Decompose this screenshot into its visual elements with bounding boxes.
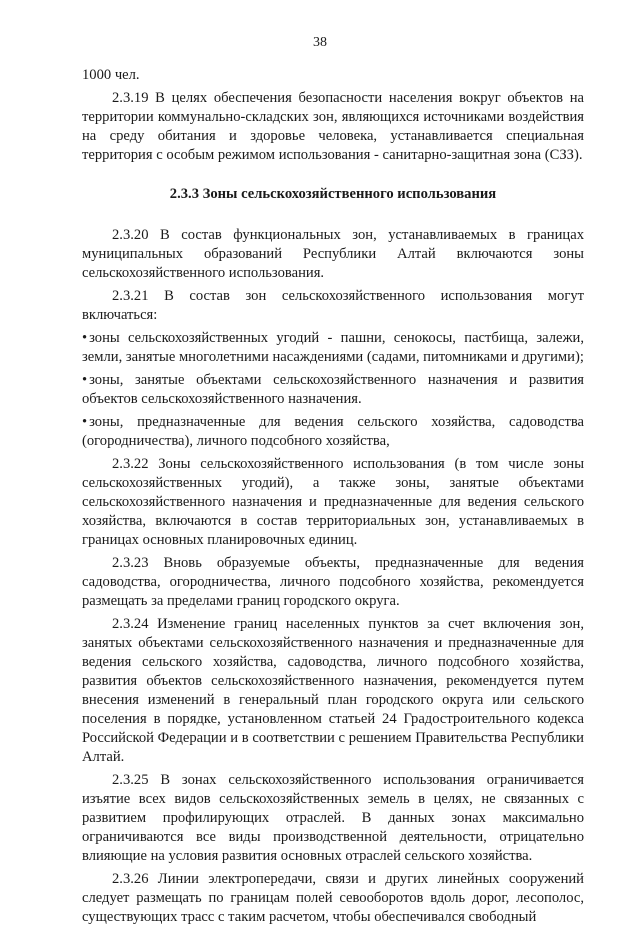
bullet-text: зоны, предназначенные для ведения сельского хозяйства, садоводства (огородничества), личного подсобного хозяйства, (82, 414, 584, 449)
section-heading: 2.3.3 Зоны сельскохозяйственного использования (169, 186, 497, 202)
paragraph: 2.3.24 Изменение границ населенных пунктов за счет включения зон, занятых объектами сельскохозяйственного назначения и предназначенные для ведения сельского хозяйства, садоводства, личного подсобного хозяйства, развития объектов сельскохозяйственного назначения, рекомендуется путем внесения изменений в генеральный план городского округа или сельского поселения в порядке, установленном статьей 24 Градостроительного кодекса Российской Федерации и в соответствии с решением Правительства Республики Алтай. (82, 616, 584, 765)
bullet-item (82, 329, 584, 367)
paragraph: 1000 чел. (82, 67, 140, 83)
paragraph: 2.3.19 В целях обеспечения безопасности населения вокруг объектов на территории коммунально-складских зон, являющихся источниками воздействия на среду обитания и здоровье человека, устанавливается специальная территория с особым режимом использования - санитарно-защитная зона (СЗЗ). (82, 90, 584, 163)
bullet-text: зоны сельскохозяйственных угодий - пашни, сенокосы, пастбища, залежи, земли, занятые многолетними насаждениями (садами, питомниками и другими); (82, 330, 584, 365)
bullet-icon: • (82, 330, 88, 346)
page-number: 38 (313, 35, 327, 50)
paragraph: 2.3.25 В зонах сельскохозяйственного использования ограничивается изъятие всех видов сельскохозяйственных земель в целях, не связанных с развитием профилирующих отраслей. В данных зонах максимально ограничиваются все виды производственной деятельности, отрицательно влияющие на условия развития основных отраслей сельского хозяйства. (82, 772, 584, 864)
paragraph: 2.3.23 Вновь образуемые объекты, предназначенные для ведения садоводства, огородничества, личного подсобного хозяйства, рекомендуется размещать за пределами границ городского округа. (82, 555, 584, 609)
bullet-item (82, 371, 584, 409)
bullet-icon: • (82, 414, 88, 430)
page-content (82, 66, 584, 931)
bullet-item (82, 413, 584, 451)
paragraph: 2.3.22 Зоны сельскохозяйственного использования (в том числе зоны сельскохозяйственных угодий), а также зоны, занятые объектами сельскохозяйственного назначения и предназначенные для ведения сельского хозяйства, включаются в состав территориальных зон, устанавливаемых в границах основных планировочных единиц. (82, 456, 584, 548)
bullet-text: зоны, занятые объектами сельскохозяйственного назначения и развития объектов сельскохозяйственного назначения. (82, 372, 584, 407)
bullet-icon: • (82, 372, 88, 388)
paragraph: 2.3.20 В состав функциональных зон, устанавливаемых в границах муниципальных образований Республики Алтай включаются зоны сельскохозяйственного использования. (82, 227, 584, 281)
paragraph: 2.3.26 Линии электропередачи, связи и других линейных сооружений следует размещать по границам полей севооборотов вдоль дорог, лесополос, существующих трасс с таким расчетом, чтобы обеспечивался свободный (82, 871, 584, 925)
paragraph: 2.3.21 В состав зон сельскохозяйственного использования могут включаться: (82, 288, 584, 323)
